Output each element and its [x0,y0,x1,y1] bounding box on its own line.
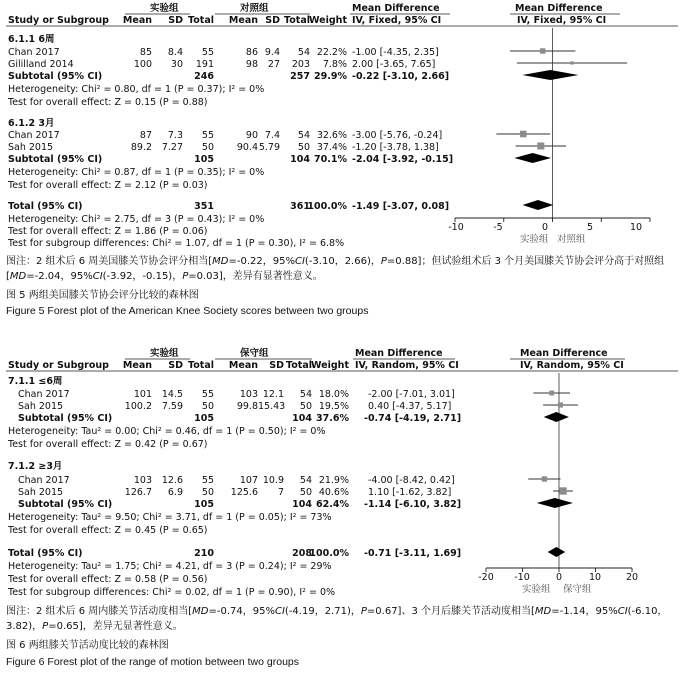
cell-total-2: 50 [297,142,310,153]
cell-mean-1: 85 [139,47,152,58]
header-plot-mean-difference: Mean Difference [515,3,603,14]
pooled-estimate-diamond [522,70,578,80]
overall-effect-text: Test for overall effect: Z = 2.12 (P = 0.03) [8,180,208,191]
group-header-control: 对照组 [240,3,269,14]
cell-total-2: 54 [299,475,312,486]
cell-sd-1: 7.59 [161,401,183,412]
cell-mean-2: 99.8 [236,401,258,412]
heterogeneity-text: Heterogeneity: Tau² = 9.50; Chi² = 3.71, df = 1 (P = 0.05); I² = 73% [8,512,332,523]
cell-weight: 21.9% [318,475,349,486]
cell-ci: -3.00 [-5.76, -0.24] [352,130,443,141]
cell-weight: 32.6% [316,130,347,141]
cell-mean-2: 86 [245,47,258,58]
cell-weight: 40.6% [318,487,349,498]
cell-weight: 7.8% [322,59,347,70]
column-header-weight: Weight [311,360,349,371]
cell-total-1: 55 [201,389,214,400]
study-name: Gililland 2014 [8,59,74,70]
subtotal-n1: 105 [194,413,214,424]
total-weight: 100.0% [307,201,347,212]
subtotal-n1: 246 [194,71,214,82]
subtotal-label: Subtotal (95% CI) [18,413,113,424]
cell-total-1: 50 [201,487,214,498]
total-heterogeneity-text: Heterogeneity: Chi² = 2.75, df = 3 (P = 0.43); I² = 0% [8,214,265,225]
cell-sd-2: 27 [267,59,280,70]
column-header-total-1: Total [188,15,214,26]
subtotal-n2: 257 [290,71,310,82]
cell-sd-1: 30 [170,59,183,70]
cell-mean-2: 103 [239,389,258,400]
subtotal-n1: 105 [194,499,214,510]
total-n1: 210 [194,548,214,559]
column-header-total-2: Total [286,360,312,371]
axis-favours-left-label: 实验组 [522,584,551,595]
cell-weight: 19.5% [318,401,349,412]
cell-total-2: 50 [299,401,312,412]
axis-tick-label: -5 [493,222,503,233]
study-name: Sah 2015 [18,401,64,412]
cell-sd-1: 14.5 [161,389,183,400]
total-label: Total (95% CI) [8,201,83,212]
cell-sd-1: 6.9 [167,487,183,498]
cell-mean-1: 100.2 [124,401,152,412]
axis-tick-label: -20 [478,572,494,583]
cell-total-2: 203 [291,59,310,70]
cell-ci: 1.10 [-1.62, 3.82] [368,487,452,498]
column-header-sd-2: SD [265,15,280,26]
cell-mean-2: 107 [239,475,258,486]
study-point-estimate [520,131,527,138]
subgroup-title: 7.1.1 ≤6周 [8,376,63,387]
cell-total-2: 54 [297,47,310,58]
study-name: Chan 2017 [18,475,70,486]
cell-mean-2: 125.6 [230,487,258,498]
cell-sd-1: 7.3 [167,130,183,141]
cell-sd-1: 12.6 [161,475,183,486]
cell-sd-2: 9.4 [264,47,280,58]
figure-caption-cn: 图 6 两组膝关节活动度比较的森林图 [6,640,169,651]
cell-mean-1: 87 [139,130,152,141]
column-header-sd-1: SD [168,360,183,371]
subtotal-label: Subtotal (95% CI) [8,71,103,82]
header-mean-difference: Mean Difference [352,3,440,14]
cell-mean-1: 126.7 [124,487,152,498]
cell-mean-2: 90 [245,130,258,141]
cell-total-1: 191 [195,59,214,70]
total-ci: -1.49 [-3.07, 0.08] [352,201,450,212]
column-header-ci: IV, Random, 95% CI [355,360,459,371]
column-header-study: Study or Subgroup [8,15,109,26]
cell-weight: 18.0% [318,389,349,400]
total-label: Total (95% CI) [8,548,83,559]
study-name: Chan 2017 [8,47,60,58]
axis-tick-label: 10 [588,572,602,583]
cell-total-1: 50 [201,401,214,412]
cell-mean-2: 98 [245,59,258,70]
total-overall-effect-text: Test for overall effect: Z = 1.86 (P = 0.06) [8,226,208,237]
axis-tick-label: 20 [625,572,639,583]
figure-caption-en: Figure 6 Forest plot of the range of motion between two groups [6,656,300,668]
total-n1: 351 [194,201,214,212]
subtotal-label: Subtotal (95% CI) [8,154,103,165]
column-header-mean-2: Mean [228,15,258,26]
study-point-estimate [537,142,544,149]
header-mean-difference: Mean Difference [355,348,443,359]
total-n2: 361 [290,201,310,212]
figure-note: 图注：2 组术后 6 周内膝关节活动度相当[MD=-0.74，95%CI(-4.19，2.71)，P=0.67]、3 个月后膝关节活动度相当[MD=-1.14，95%CI(-6.10，3.82)，P=0.65]，差异无显著性意义。 [6,606,668,632]
cell-sd-2: 7 [277,487,284,498]
subgroup-differences-text: Test for subgroup differences: Chi² = 0.02, df = 1 (P = 0.90), I² = 0% [8,587,336,598]
cell-sd-2: 7.4 [264,130,280,141]
cell-mean-1: 100 [133,59,152,70]
cell-sd-2: 12.1 [262,389,284,400]
cell-total-2: 50 [299,487,312,498]
cell-sd-1: 8.4 [167,47,183,58]
cell-total-1: 55 [201,130,214,141]
study-point-estimate [570,61,573,64]
pooled-estimate-diamond [548,547,566,557]
cell-ci: 2.00 [-3.65, 7.65] [352,59,436,70]
study-name: Sah 2015 [8,142,54,153]
cell-total-1: 55 [201,475,214,486]
subtotal-ci: -0.74 [-4.19, 2.71] [364,413,462,424]
subtotal-weight: 29.9% [314,71,347,82]
heterogeneity-text: Heterogeneity: Chi² = 0.80, df = 1 (P = 0.37); I² = 0% [8,84,265,95]
cell-ci: -2.00 [-7.01, 3.01] [368,389,455,400]
pooled-estimate-diamond [544,412,569,422]
axis-tick-label: 0 [541,222,549,233]
group-header-experimental: 实验组 [150,348,179,359]
axis-tick-label: 0 [555,572,563,583]
subtotal-label: Subtotal (95% CI) [18,499,113,510]
subtotal-weight: 62.4% [316,499,349,510]
subtotal-ci: -0.22 [-3.10, 2.66] [352,71,450,82]
overall-effect-text: Test for overall effect: Z = 0.42 (P = 0.67) [8,439,208,450]
axis-tick-label: -10 [514,572,530,583]
study-point-estimate [542,476,547,481]
total-weight: 100.0% [309,548,349,559]
total-heterogeneity-text: Heterogeneity: Tau² = 1.75; Chi² = 4.21, df = 3 (P = 0.24); I² = 29% [8,561,332,572]
study-name: Chan 2017 [18,389,70,400]
column-header-study: Study or Subgroup [8,360,109,371]
study-name: Sah 2015 [18,487,64,498]
cell-total-2: 54 [299,389,312,400]
column-header-sd-1: SD [168,15,183,26]
figure-caption-cn: 图 5 两组美国膝关节协会评分比较的森林图 [6,290,199,301]
subgroup-differences-text: Test for subgroup differences: Chi² = 1.07, df = 1 (P = 0.30), I² = 6.8% [8,238,345,249]
axis-tick-label: 5 [586,222,594,233]
subgroup-title: 6.1.1 6周 [8,34,55,45]
group-header-conservative: 保守组 [240,348,269,359]
cell-ci: 0.40 [-4.37, 5.17] [368,401,452,412]
cell-sd-2: 10.9 [262,475,284,486]
study-point-estimate [540,48,545,53]
subtotal-n2: 104 [290,154,310,165]
total-n2: 208 [292,548,312,559]
axis-favours-right-label: 保守组 [563,584,592,595]
cell-sd-2: 15.43 [258,401,286,412]
axis-tick-label: -10 [448,222,464,233]
cell-ci: -1.20 [-3.78, 1.38] [352,142,439,153]
column-header-mean-1: Mean [122,15,152,26]
cell-ci: -1.00 [-4.35, 2.35] [352,47,439,58]
heterogeneity-text: Heterogeneity: Chi² = 0.87, df = 1 (P = 0.35); I² = 0% [8,167,265,178]
cell-weight: 37.4% [316,142,347,153]
column-header-total-1: Total [188,360,214,371]
header-plot-mean-difference: Mean Difference [520,348,608,359]
axis-tick-label: 10 [629,222,643,233]
cell-sd-1: 7.27 [161,142,183,153]
subtotal-n2: 104 [292,413,312,424]
axis-favours-right-label: 对照组 [557,234,586,245]
study-point-estimate [549,391,554,396]
figure-caption-en: Figure 5 Forest plot of the American Knee Society scores between two groups [6,305,369,317]
column-header-ci: IV, Fixed, 95% CI [352,15,442,26]
subtotal-ci: -2.04 [-3.92, -0.15] [352,154,454,165]
column-header-weight: Weight [309,15,347,26]
pooled-estimate-diamond [514,153,551,163]
figure-note: 图注：2 组术后 6 周美国膝关节协会评分相当[MD=-0.22，95%CI(-3.10，2.66)，P=0.88]；但试验组术后 3 个月美国膝关节协会评分高于对照组[MD=-2.04，95%CI(-3.92，-0.15)，P=0.03]，差异有显著性意义。 [6,256,665,282]
cell-mean-1: 101 [133,389,152,400]
column-header-plot-ci: IV, Random, 95% CI [520,360,624,371]
total-overall-effect-text: Test for overall effect: Z = 0.58 (P = 0.56) [8,574,208,585]
subtotal-n2: 104 [292,499,312,510]
subgroup-title: 7.1.2 ≥3月 [8,461,63,472]
cell-total-1: 55 [201,47,214,58]
column-header-mean-2: Mean [228,360,258,371]
cell-mean-1: 89.2 [130,142,152,153]
cell-total-2: 54 [297,130,310,141]
study-name: Chan 2017 [8,130,60,141]
cell-weight: 22.2% [316,47,347,58]
total-ci: -0.71 [-3.11, 1.69] [364,548,462,559]
column-header-total-2: Total [284,15,310,26]
column-header-sd-2: SD [269,360,284,371]
subtotal-n1: 105 [194,154,214,165]
subtotal-ci: -1.14 [-6.10, 3.82] [364,499,462,510]
axis-favours-left-label: 实验组 [520,234,549,245]
cell-mean-1: 103 [133,475,152,486]
pooled-estimate-diamond [537,498,573,508]
cell-total-1: 50 [201,142,214,153]
overall-effect-text: Test for overall effect: Z = 0.45 (P = 0.65) [8,525,208,536]
cell-ci: -4.00 [-8.42, 0.42] [368,475,455,486]
pooled-estimate-diamond [523,200,554,210]
column-header-plot-ci: IV, Fixed, 95% CI [517,15,607,26]
cell-mean-2: 90.4 [236,142,258,153]
subtotal-weight: 37.6% [316,413,349,424]
study-point-estimate [559,487,566,494]
study-point-estimate [558,402,563,407]
group-header-experimental: 实验组 [150,3,179,14]
overall-effect-text: Test for overall effect: Z = 0.15 (P = 0.88) [8,97,208,108]
column-header-mean-1: Mean [122,360,152,371]
subgroup-title: 6.1.2 3月 [8,118,55,129]
cell-sd-2: 5.79 [258,142,280,153]
heterogeneity-text: Heterogeneity: Tau² = 0.00; Chi² = 0.46, df = 1 (P = 0.50); I² = 0% [8,426,326,437]
subtotal-weight: 70.1% [314,154,347,165]
